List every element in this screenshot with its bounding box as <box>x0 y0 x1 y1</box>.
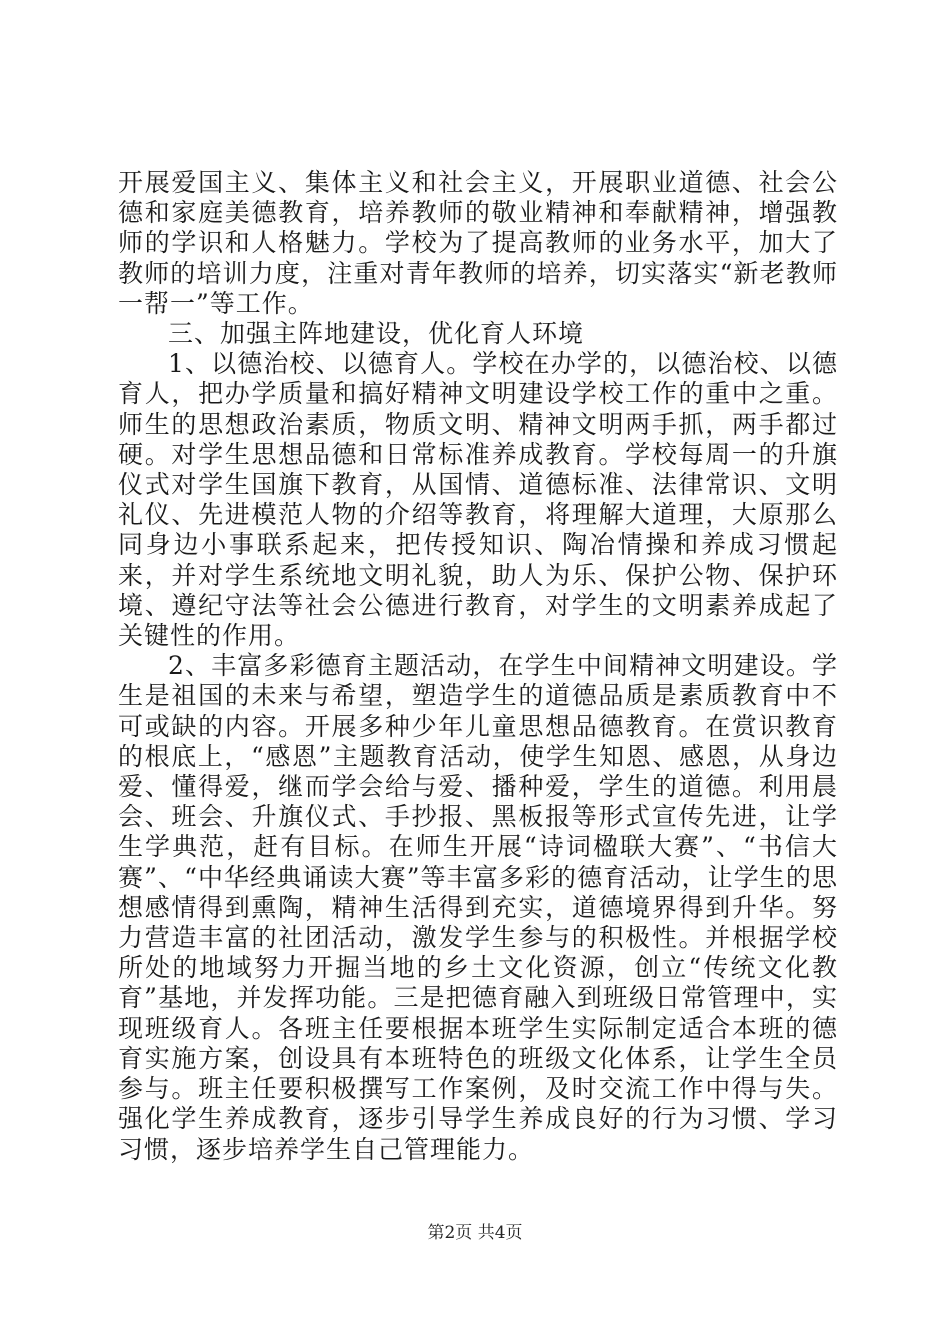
body-paragraph-item-2: 2、丰富多彩德育主题活动，在学生中间精神文明建设。学生是祖国的未来与希望，塑造学生的道德品质是素质教育中不可或缺的内容。开展多种少年儿童思想品德教育。在赏识教育的根底上，“感恩”主题教育活动，使学生知恩、感恩，从身边爱、懂得爱，继而学会给与爱、播种爱，学生的道德。利用晨会、班会、升旗仪式、手抄报、黑板报等形式宣传先进，让学生学典范，赶有目标。在师生开展“诗词楹联大赛”、“书信大赛”、“中华经典诵读大赛”等丰富多彩的德育活动，让学生的思想感情得到熏陶，精神生活得到充实，道德境界得到升华。努力营造丰富的社团活动，激发学生参与的积极性。并根据学校所处的地域努力开掘当地的乡土文化资源，创立“传统文化教育”基地，并发挥功能。三是把德育融入到班级日常管理中，实现班级育人。各班主任要根据本班学生实际制定适合本班的德育实施方案，创设具有本班特色的班级文化体系，让学生全员参与。班主任要积极撰写工作案例，及时交流工作中得与失。强化学生养成教育，逐步引导学生养成良好的行为习惯、学习习惯，逐步培养学生自己管理能力。 <box>118 651 838 1164</box>
page-number-footer: 第2页 共4页 <box>427 1223 523 1243</box>
section-heading-3: 三、加强主阵地建设，优化育人环境 <box>168 319 585 349</box>
body-paragraph-1: 开展爱国主义、集体主义和社会主义，开展职业道德、社会公德和家庭美德教育，培养教师的敬业精神和奉献精神，增强教师的学识和人格魅力。学校为了提高教师的业务水平，加大了教师的培训力度，注重对青年教师的培养，切实落实“新老教师一帮一”等工作。 <box>118 168 838 318</box>
body-paragraph-item-1: 1、以德治校、以德育人。学校在办学的，以德治校、以德育人，把办学质量和搞好精神文明建设学校工作的重中之重。师生的思想政治素质，物质文明、精神文明两手抓，两手都过硬。对学生思想品德和日常标准养成教育。学校每周一的升旗仪式对学生国旗下教育，从国情、道德标准、法律常识、文明礼仪、先进模范人物的介绍等教育，将理解大道理，大原那么同身边小事联系起来，把传授知识、陶冶情操和养成习惯起来，并对学生系统地文明礼貌，助人为乐、保护公物、保护环境、遵纪守法等社会公德进行教育，对学生的文明素养成起了关键性的作用。 <box>118 349 838 651</box>
document-body <box>118 168 838 1165</box>
